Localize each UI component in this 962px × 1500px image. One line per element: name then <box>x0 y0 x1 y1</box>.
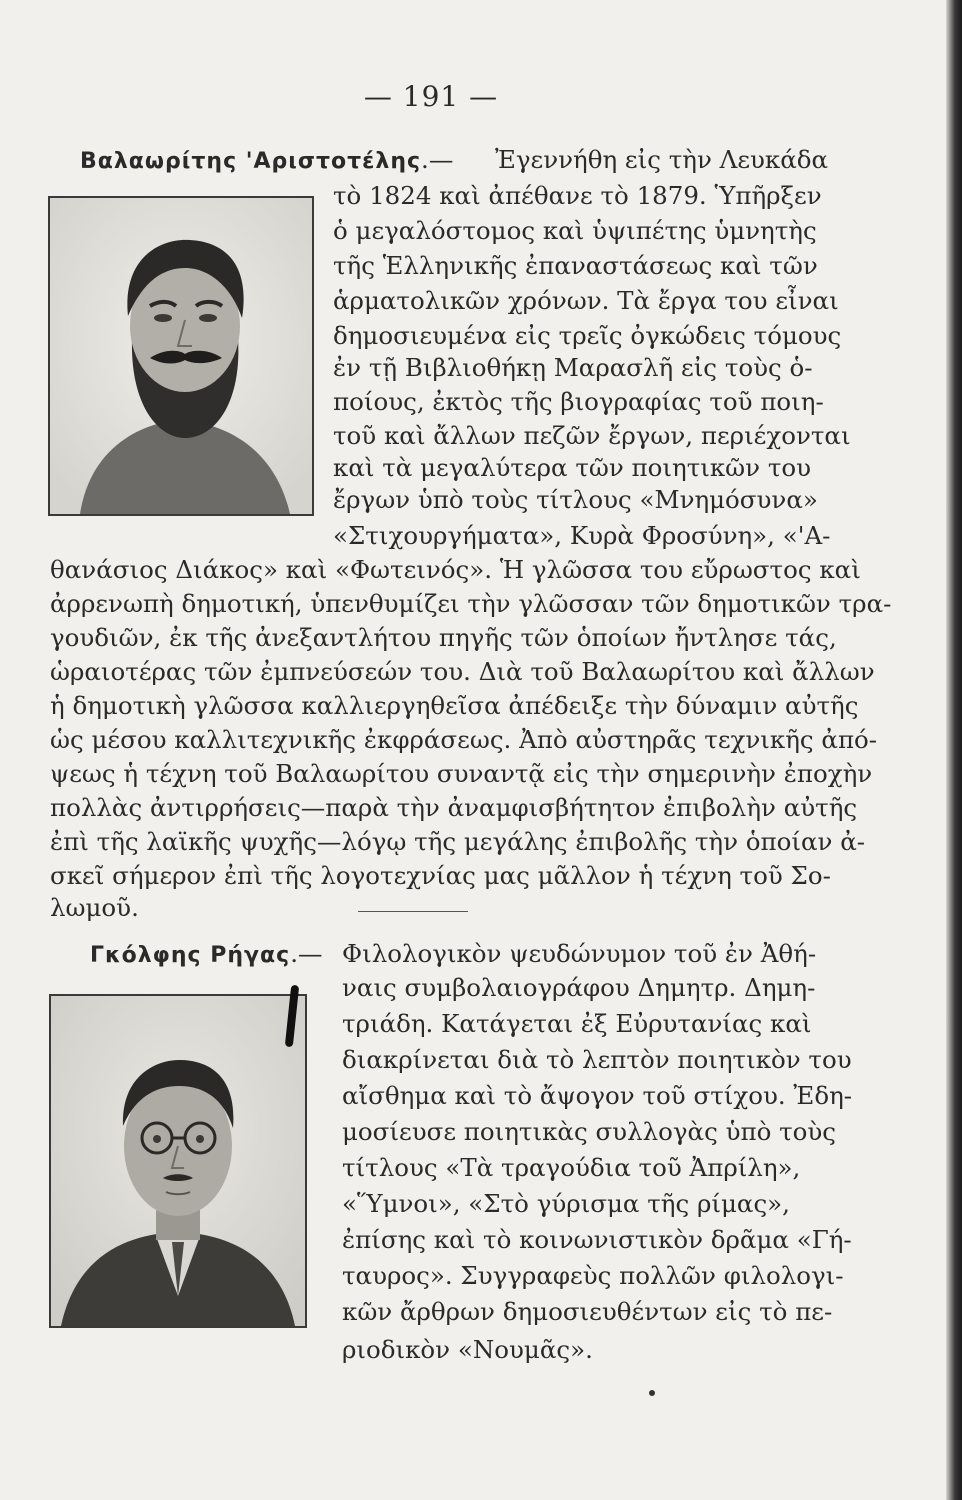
text-line: ταυρος». Συγγραφεὺς πολλῶν φιλολογι- <box>342 1261 844 1290</box>
text-line: θανάσιος Διάκος» καὶ «Φωτεινός». Ἡ γλῶσσα του εὔρωστος καὶ <box>50 555 861 584</box>
text-line: κῶν ἄρθρων δημοσιευθέντων εἰς τὸ πε- <box>342 1297 833 1326</box>
text-line: ἐπὶ τῆς λαϊκῆς ψυχῆς—λόγῳ τῆς μεγάλης ἐπιβολῆς τὴν ὁποίαν ἀ- <box>50 827 866 856</box>
text-line: τοῦ καὶ ἄλλων πεζῶν ἔργων, περιέχονται <box>333 421 851 450</box>
text-line: ὡραιοτέρας τῶν ἐμπνεύσεών του. Διὰ τοῦ Βαλαωρίτου καὶ ἄλλων <box>50 657 875 686</box>
text-line: ψεως ἡ τέχνη τοῦ Βαλαωρίτου συναντᾷ εἰς τὴν σημερινὴν ἐποχὴν <box>50 759 873 788</box>
portrait-image <box>51 996 305 1326</box>
text-line: λωμοῦ. <box>50 893 139 922</box>
text-line: τῆς Ἑλληνικῆς ἐπαναστάσεως καὶ τῶν <box>333 251 818 280</box>
entry-dash: .— <box>290 939 323 968</box>
text-line: ριοδικὸν «Νουμᾶς». <box>342 1335 593 1364</box>
entry-dash: .— <box>421 145 454 174</box>
portrait-image <box>50 198 312 514</box>
entry-heading <box>90 939 323 968</box>
entry-heading <box>80 145 454 174</box>
page-edge <box>946 0 962 1500</box>
text-line: καὶ τὰ μεγαλύτερα τῶν ποιητικῶν του <box>333 453 812 482</box>
entry-name: Βαλαωρίτης 'Αριστοτέλης <box>80 149 422 174</box>
text-line: ὁ μεγαλόστομος καὶ ὑψιπέτης ὑμνητὴς <box>333 216 817 245</box>
ink-dot <box>649 1390 655 1396</box>
text-line: τὸ 1824 καὶ ἀπέθανε τὸ 1879. Ὑπῆρξεν <box>333 181 822 210</box>
entry-name: Γκόλφης Ρήγας <box>90 943 291 968</box>
text-line: ἡ δημοτικὴ γλῶσσα καλλιεργηθεῖσα ἀπέδειξε τὴν δύναμιν αὐτῆς <box>50 691 859 720</box>
text-line: Ἐγεννήθη εἰς τὴν Λευκάδα <box>495 145 829 174</box>
text-line: ναις συμβολαιογράφου Δημητρ. Δημη- <box>342 973 816 1002</box>
section-divider <box>358 911 468 912</box>
text-line: τριάδη. Κατάγεται ἐξ Εὐρυτανίας καὶ <box>342 1009 812 1038</box>
page-number: — 191 — <box>363 80 499 113</box>
text-line: ἐν τῇ Βιβλιοθήκῃ Μαρασλῆ εἰς τοὺς ὁ- <box>333 353 813 382</box>
text-line: δημοσιευμένα εἰς τρεῖς ὀγκώδεις τόμους <box>333 321 842 350</box>
text-line: γουδιῶν, ἐκ τῆς ἀνεξαντλήτου πηγῆς τῶν ὁποίων ἤντλησε τάς, <box>50 623 837 652</box>
text-line: ἁρματολικῶν χρόνων. Τὰ ἔργα του εἶναι <box>333 286 839 315</box>
text-line: «Στιχουργήματα», Κυρὰ Φροσύνη», «'Α- <box>333 521 831 550</box>
text-line: τίτλους «Τὰ τραγούδια τοῦ Ἀπρίλη», <box>342 1153 801 1182</box>
portrait-golfis <box>49 994 307 1328</box>
text-line: «Ὕμνοι», «Στὸ γύρισμα τῆς ρίμας», <box>342 1189 790 1218</box>
text-line: πολλὰς ἀντιρρήσεις—παρὰ τὴν ἀναμφισβήτητον ἐπιβολὴν αὐτῆς <box>50 793 858 822</box>
text-line: ὡς μέσου καλλιτεχνικῆς ἐκφράσεως. Ἀπὸ αὐστηρᾶς τεχνικῆς ἀπό- <box>50 725 878 754</box>
text-line: μοσίευσε ποιητικὰς συλλογὰς ὑπὸ τοὺς <box>342 1117 837 1146</box>
text-line: ἀρρενωπὴ δημοτική, ὑπενθυμίζει τὴν γλῶσσαν τῶν δημοτικῶν τρα- <box>50 589 892 618</box>
text-line: Φιλολογικὸν ψευδώνυμον τοῦ ἐν Ἀθή- <box>342 939 817 968</box>
text-line: ἔργων ὑπὸ τοὺς τίτλους «Μνημόσυνα» <box>333 485 818 514</box>
text-line: αἴσθημα καὶ τὸ ἄψογον τοῦ στίχου. Ἐδη- <box>342 1081 853 1110</box>
text-line: ποίους, ἐκτὸς τῆς βιογραφίας τοῦ ποιη- <box>333 387 824 416</box>
text-line: σκεῖ σήμερον ἐπὶ τῆς λογοτεχνίας μας μᾶλλον ἡ τέχνη τοῦ Σο- <box>50 861 831 890</box>
text-line: ἐπίσης καὶ τὸ κοινωνιστικὸν δρᾶμα «Γή- <box>342 1225 852 1254</box>
text-line: διακρίνεται διὰ τὸ λεπτὸν ποιητικὸν του <box>342 1045 852 1074</box>
portrait-valaoritis <box>48 196 314 516</box>
